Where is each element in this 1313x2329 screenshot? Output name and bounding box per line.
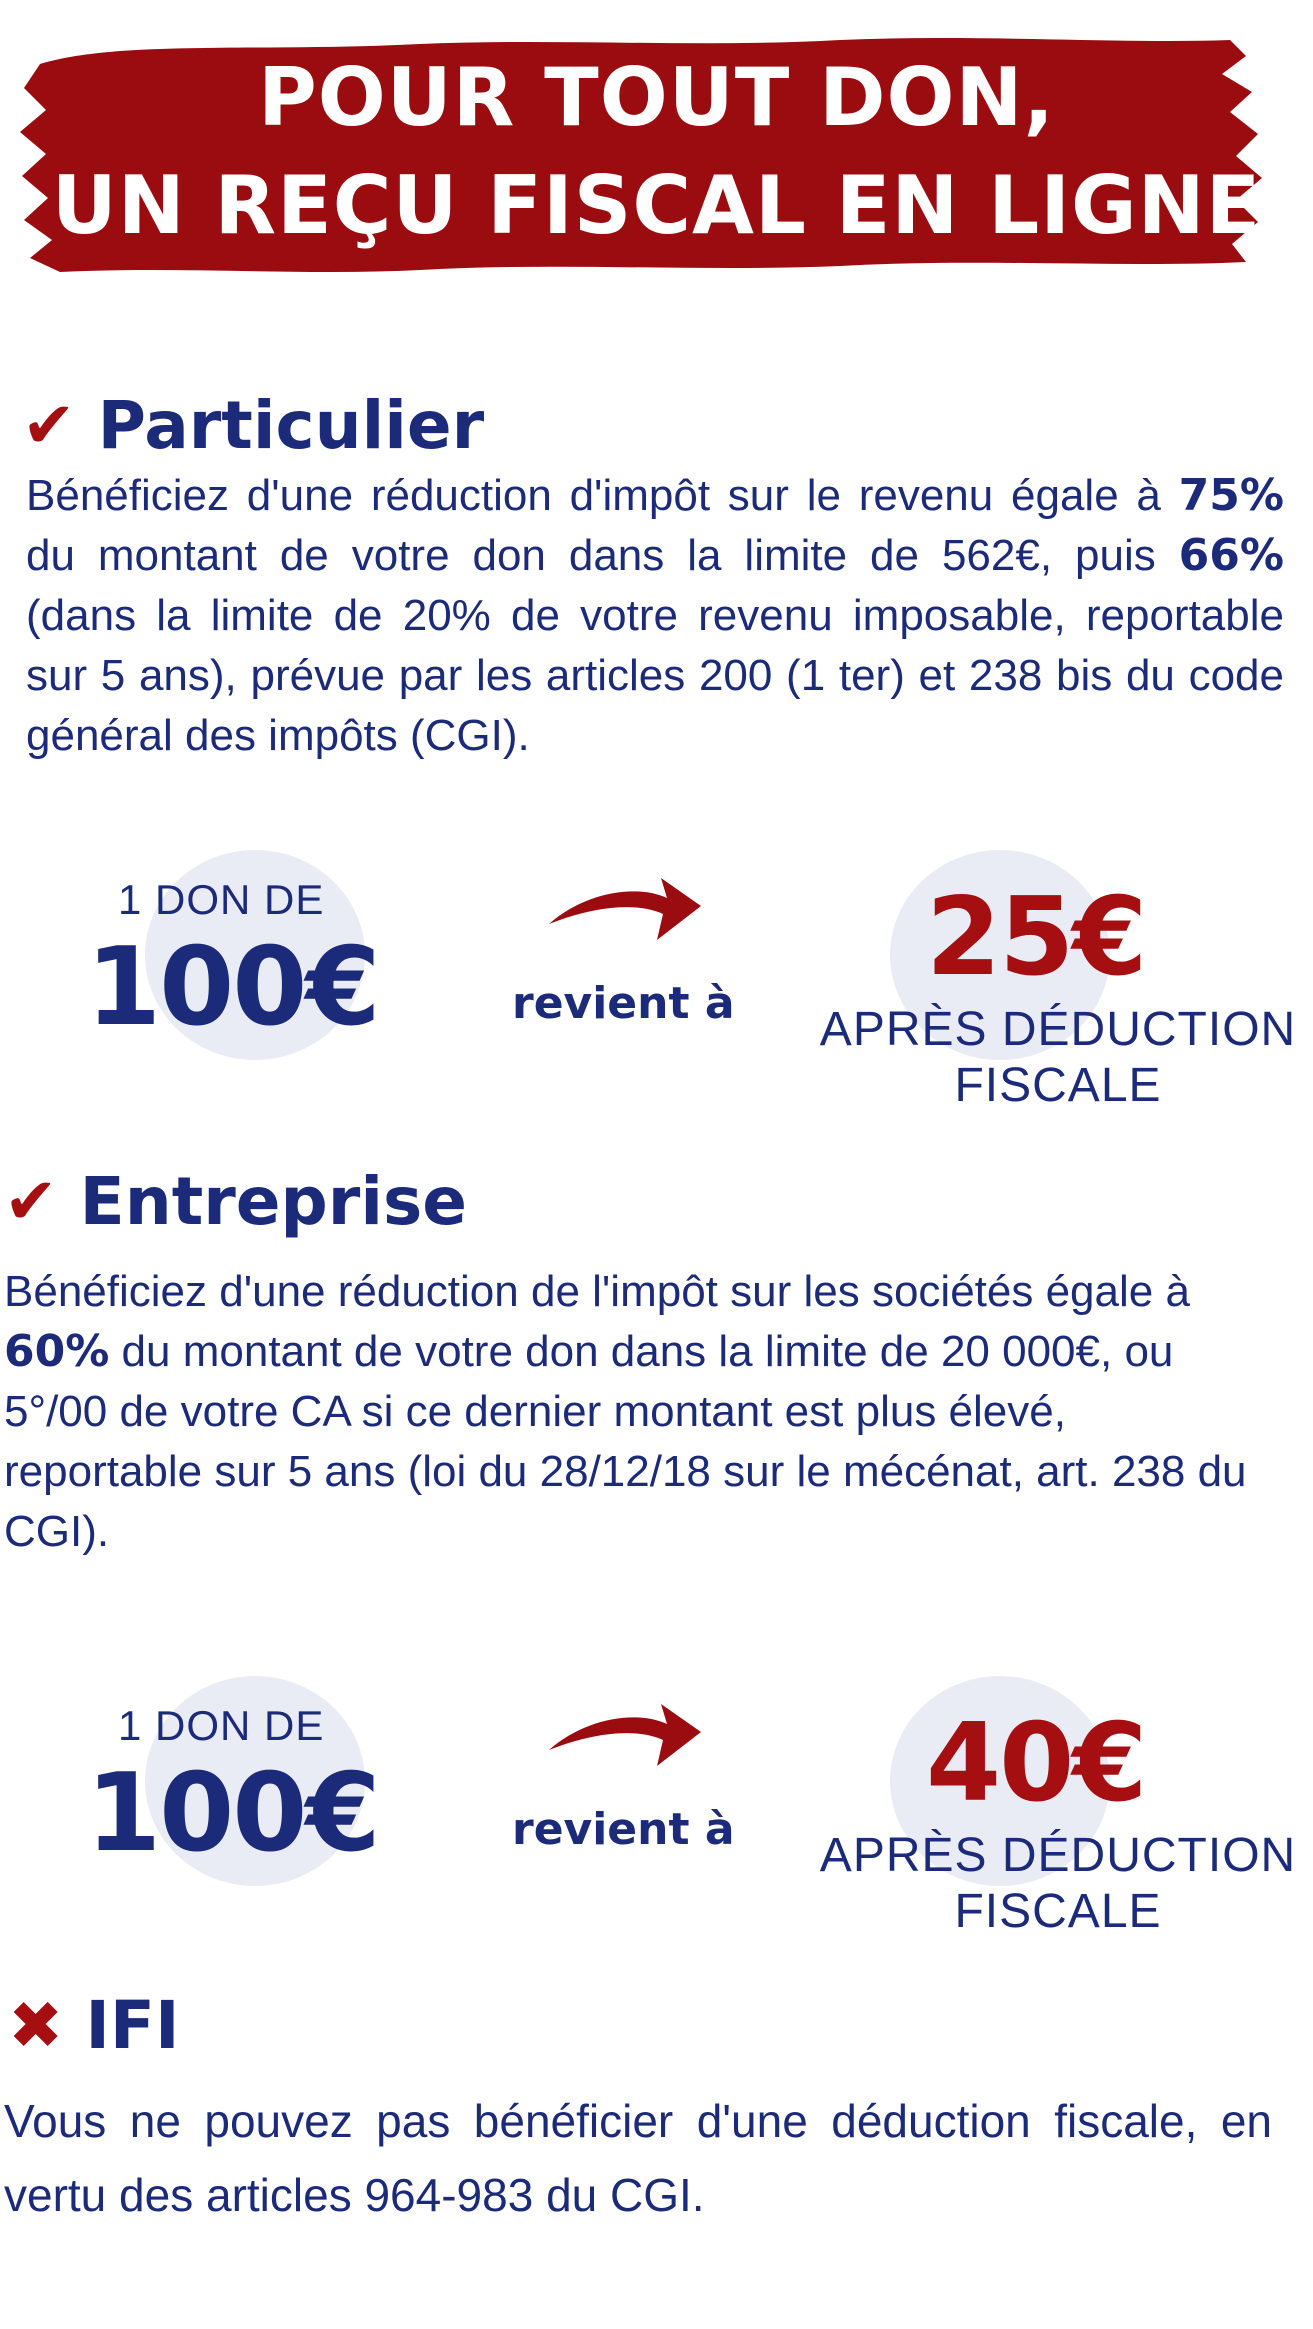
heading-particulier: Particulier bbox=[97, 387, 485, 464]
text-segment: Bénéficiez d'une réduction d'impôt sur le revenu égale à bbox=[26, 471, 1179, 520]
banner-title-line-1: POUR TOUT DON, bbox=[258, 51, 1055, 144]
don-label: 1 DON DE bbox=[118, 876, 325, 923]
section-heading-ifi bbox=[8, 1986, 180, 2066]
text-segment: du montant de votre don dans la limite de 562€, puis bbox=[26, 531, 1179, 580]
particulier-description bbox=[26, 466, 1284, 766]
entreprise-description bbox=[4, 1262, 1274, 1562]
highlight-percentage: 75% bbox=[1178, 470, 1284, 521]
revient-label: revient à bbox=[512, 978, 735, 1029]
don-label: 1 DON DE bbox=[118, 1702, 325, 1749]
result-label-line-1: APRÈS DÉDUCTION bbox=[819, 1003, 1297, 1056]
don-amount: 100€ bbox=[86, 925, 379, 1050]
curved-arrow-icon bbox=[545, 1696, 705, 1776]
highlight-percentage: 60% bbox=[4, 1326, 110, 1377]
result-amount: 25€ bbox=[926, 875, 1146, 1000]
result-amount: 40€ bbox=[926, 1701, 1146, 1826]
heading-entreprise: Entreprise bbox=[79, 1163, 468, 1240]
example-particulier bbox=[0, 850, 1313, 1110]
result-label-line-1: APRÈS DÉDUCTION bbox=[819, 1829, 1297, 1882]
banner-title-line-2: UN REÇU FISCAL EN LIGNE bbox=[51, 159, 1262, 252]
text-segment: du montant de votre don dans la limite de 20 000€, ou 5°/00 de votre CA si ce dernier montant est plus élevé, reportable sur 5 ans (loi du 28/12/18 sur le mécénat, art. 238 du CGI). bbox=[4, 1327, 1247, 1556]
curved-arrow-icon bbox=[545, 870, 705, 950]
ifi-description: Vous ne pouvez pas bénéficier d'une déduction fiscale, en vertu des articles 964-983 du CGI. bbox=[4, 2095, 1272, 2221]
heading-ifi: IFI bbox=[85, 1987, 180, 2064]
highlight-percentage: 66% bbox=[1178, 530, 1284, 581]
text-segment: (dans la limite de 20% de votre revenu imposable, reportable sur 5 ans), prévue par les articles 200 (1 ter) et 238 bis du code général des impôts (CGI). bbox=[26, 591, 1284, 760]
text-segment: Bénéficiez d'une réduction de l'impôt sur les sociétés égale à bbox=[4, 1267, 1190, 1316]
cross-icon: ✖ bbox=[8, 1987, 64, 2064]
example-entreprise bbox=[0, 1676, 1313, 1936]
result-label bbox=[818, 1828, 1298, 1940]
result-label-line-2: FISCALE bbox=[954, 1059, 1162, 1112]
banner-title bbox=[0, 44, 1313, 260]
don-amount: 100€ bbox=[86, 1751, 379, 1876]
result-label bbox=[818, 1002, 1298, 1114]
section-heading-particulier bbox=[22, 386, 484, 466]
check-icon: ✔ bbox=[22, 389, 76, 463]
check-icon: ✔ bbox=[4, 1165, 58, 1239]
revient-label: revient à bbox=[512, 1804, 735, 1855]
result-label-line-2: FISCALE bbox=[954, 1885, 1162, 1938]
section-heading-entreprise bbox=[4, 1162, 467, 1242]
header-banner bbox=[0, 0, 1313, 320]
